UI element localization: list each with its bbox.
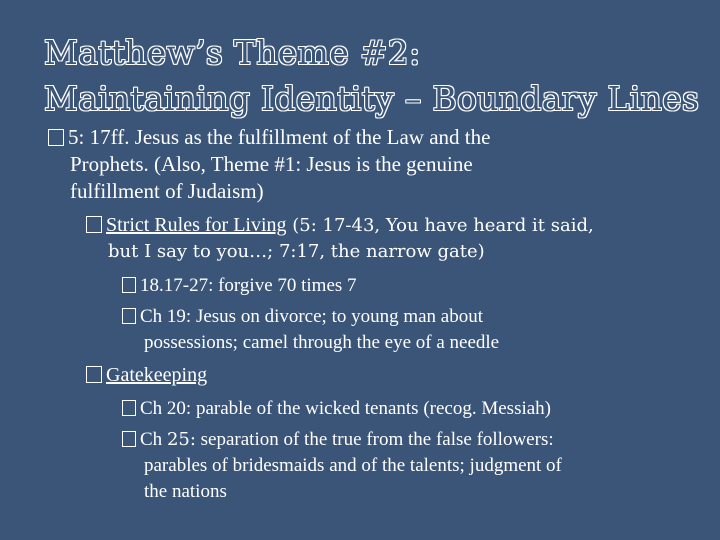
gatekeeping-item-1: Ch 20: parable of the wicked tenants (recog. Messiah)	[122, 398, 551, 420]
gatekeeping-item-2-line-1: Ch 25: separation of the true from the false followers:	[122, 429, 554, 451]
strict-item-2-line-2: possessions; camel through the eye of a needle	[144, 332, 500, 353]
gatekeeping-item-2-line-2: parables of bridesmaids and of the talents; judgment of	[144, 455, 562, 476]
slide-title	[44, 30, 704, 122]
bullet-box-icon	[122, 277, 136, 293]
bullet-box-icon	[122, 308, 136, 324]
bullet-box-icon	[86, 366, 102, 383]
strict-rules-line-2: but I say to you…; 7:17, the narrow gate)	[108, 241, 485, 262]
strict-item-1: 18.17-27: forgive 70 times 7	[122, 275, 357, 297]
strict-rules-line-1: Strict Rules for Living (5: 17-43, You have heard it said,	[86, 214, 594, 237]
gatekeeping-line	[86, 364, 207, 387]
gatekeeping-heading: Gatekeeping	[106, 364, 208, 386]
title-line-1: Matthew’s Theme #2:	[44, 33, 421, 72]
bullet-box-icon	[48, 129, 64, 146]
bullet-box-icon	[122, 400, 136, 416]
strict-rules-heading: Strict Rules for Living	[106, 214, 287, 236]
gatekeeping-item-2-line-3: the nations	[144, 481, 227, 502]
point-1-line-2: Prophets. (Also, Theme #1: Jesus is the genuine	[70, 152, 473, 176]
strict-item-2-line-1: Ch 19: Jesus on divorce; to young man about	[122, 306, 483, 328]
bullet-box-icon	[86, 216, 102, 233]
point-1-line-3: fulfillment of Judaism)	[70, 179, 264, 203]
bullet-box-icon	[122, 431, 136, 447]
title-line-2: Maintaining Identity – Boundary Lines	[44, 79, 700, 118]
point-1-line-1: 5: 17ff. Jesus as the fulfillment of the Law and the	[48, 125, 490, 150]
